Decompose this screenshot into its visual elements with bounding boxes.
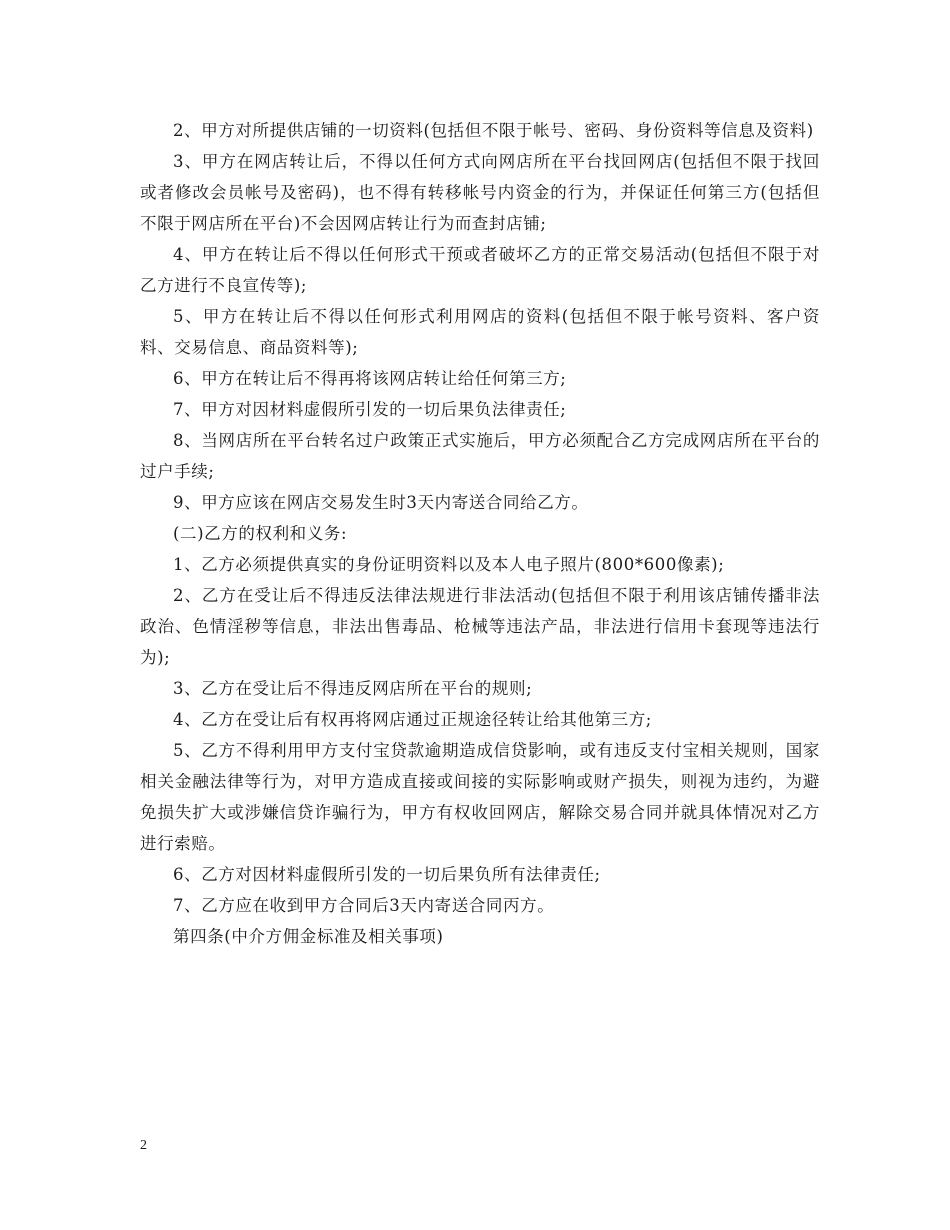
paragraph-jia-item-4: 4、甲方在转让后不得以任何形式干预或者破坏乙方的正常交易活动(包括但不限于对乙方进行不良宣传等); [140, 245, 820, 295]
paragraph-jia-item-3: 3、甲方在网店转让后，不得以任何方式向网店所在平台找回网店(包括但不限于找回或者修改会员帐号及密码)，也不得有转移帐号内资金的行为，并保证任何第三方(包括但不限于网店所在平台)不会因网店转让行为而查封店铺; [140, 152, 820, 233]
paragraph-jia-item-5: 5、甲方在转让后不得以任何形式利用网店的资料(包括但不限于帐号资料、客户资料、交易信息、商品资料等); [140, 307, 820, 357]
paragraph-jia-item-7: 7、甲方对因材料虚假所引发的一切后果负法律责任; [173, 400, 567, 419]
paragraph-yi-item-5: 5、乙方不得利用甲方支付宝贷款逾期造成信贷影响，或有违反支付宝相关规则，国家相关金融法律等行为，对甲方造成直接或间接的实际影响或财产损失，则视为违约，为避免损失扩大或涉嫌信贷诈骗行为，甲方有权收回网店，解除交易合同并就具体情况对乙方进行索赔。 [140, 741, 820, 853]
paragraph-jia-item-2: 2、甲方对所提供店铺的一切资料(包括但不限于帐号、密码、身份资料等信息及资料) [173, 121, 814, 140]
paragraph-yi-item-2: 2、乙方在受让后不得违反法律法规进行非法活动(包括但不限于利用该店铺传播非法政治、色情淫秽等信息，非法出售毒品、枪械等违法产品，非法进行信用卡套现等违法行为); [140, 586, 820, 667]
paragraph-jia-item-9: 9、甲方应该在网店交易发生时3天内寄送合同给乙方。 [173, 493, 589, 512]
paragraph-yi-item-3: 3、乙方在受让后不得违反网店所在平台的规则; [173, 679, 533, 698]
paragraph-yi-item-7: 7、乙方应在收到甲方合同后3天内寄送合同丙方。 [173, 896, 555, 915]
page-number: 2 [140, 1138, 147, 1153]
paragraph-jia-item-6: 6、甲方在转让后不得再将该网店转让给任何第三方; [173, 369, 567, 388]
paragraph-yi-item-4: 4、乙方在受让后有权再将网店通过正规途径转让给其他第三方; [173, 710, 652, 729]
paragraph-yi-item-1: 1、乙方必须提供真实的身份证明资料以及本人电子照片(800*600像素); [173, 555, 725, 574]
paragraph-jia-item-8: 8、当网店所在平台转名过户政策正式实施后，甲方必须配合乙方完成网店所在平台的过户手续; [140, 431, 820, 481]
article-four-heading: 第四条(中介方佣金标准及相关事项) [173, 927, 444, 946]
paragraph-yi-item-6: 6、乙方对因材料虚假所引发的一切后果负所有法律责任; [173, 865, 601, 884]
section-heading-yi-rights: (二)乙方的权利和义务: [173, 524, 348, 543]
document-body [140, 115, 820, 952]
